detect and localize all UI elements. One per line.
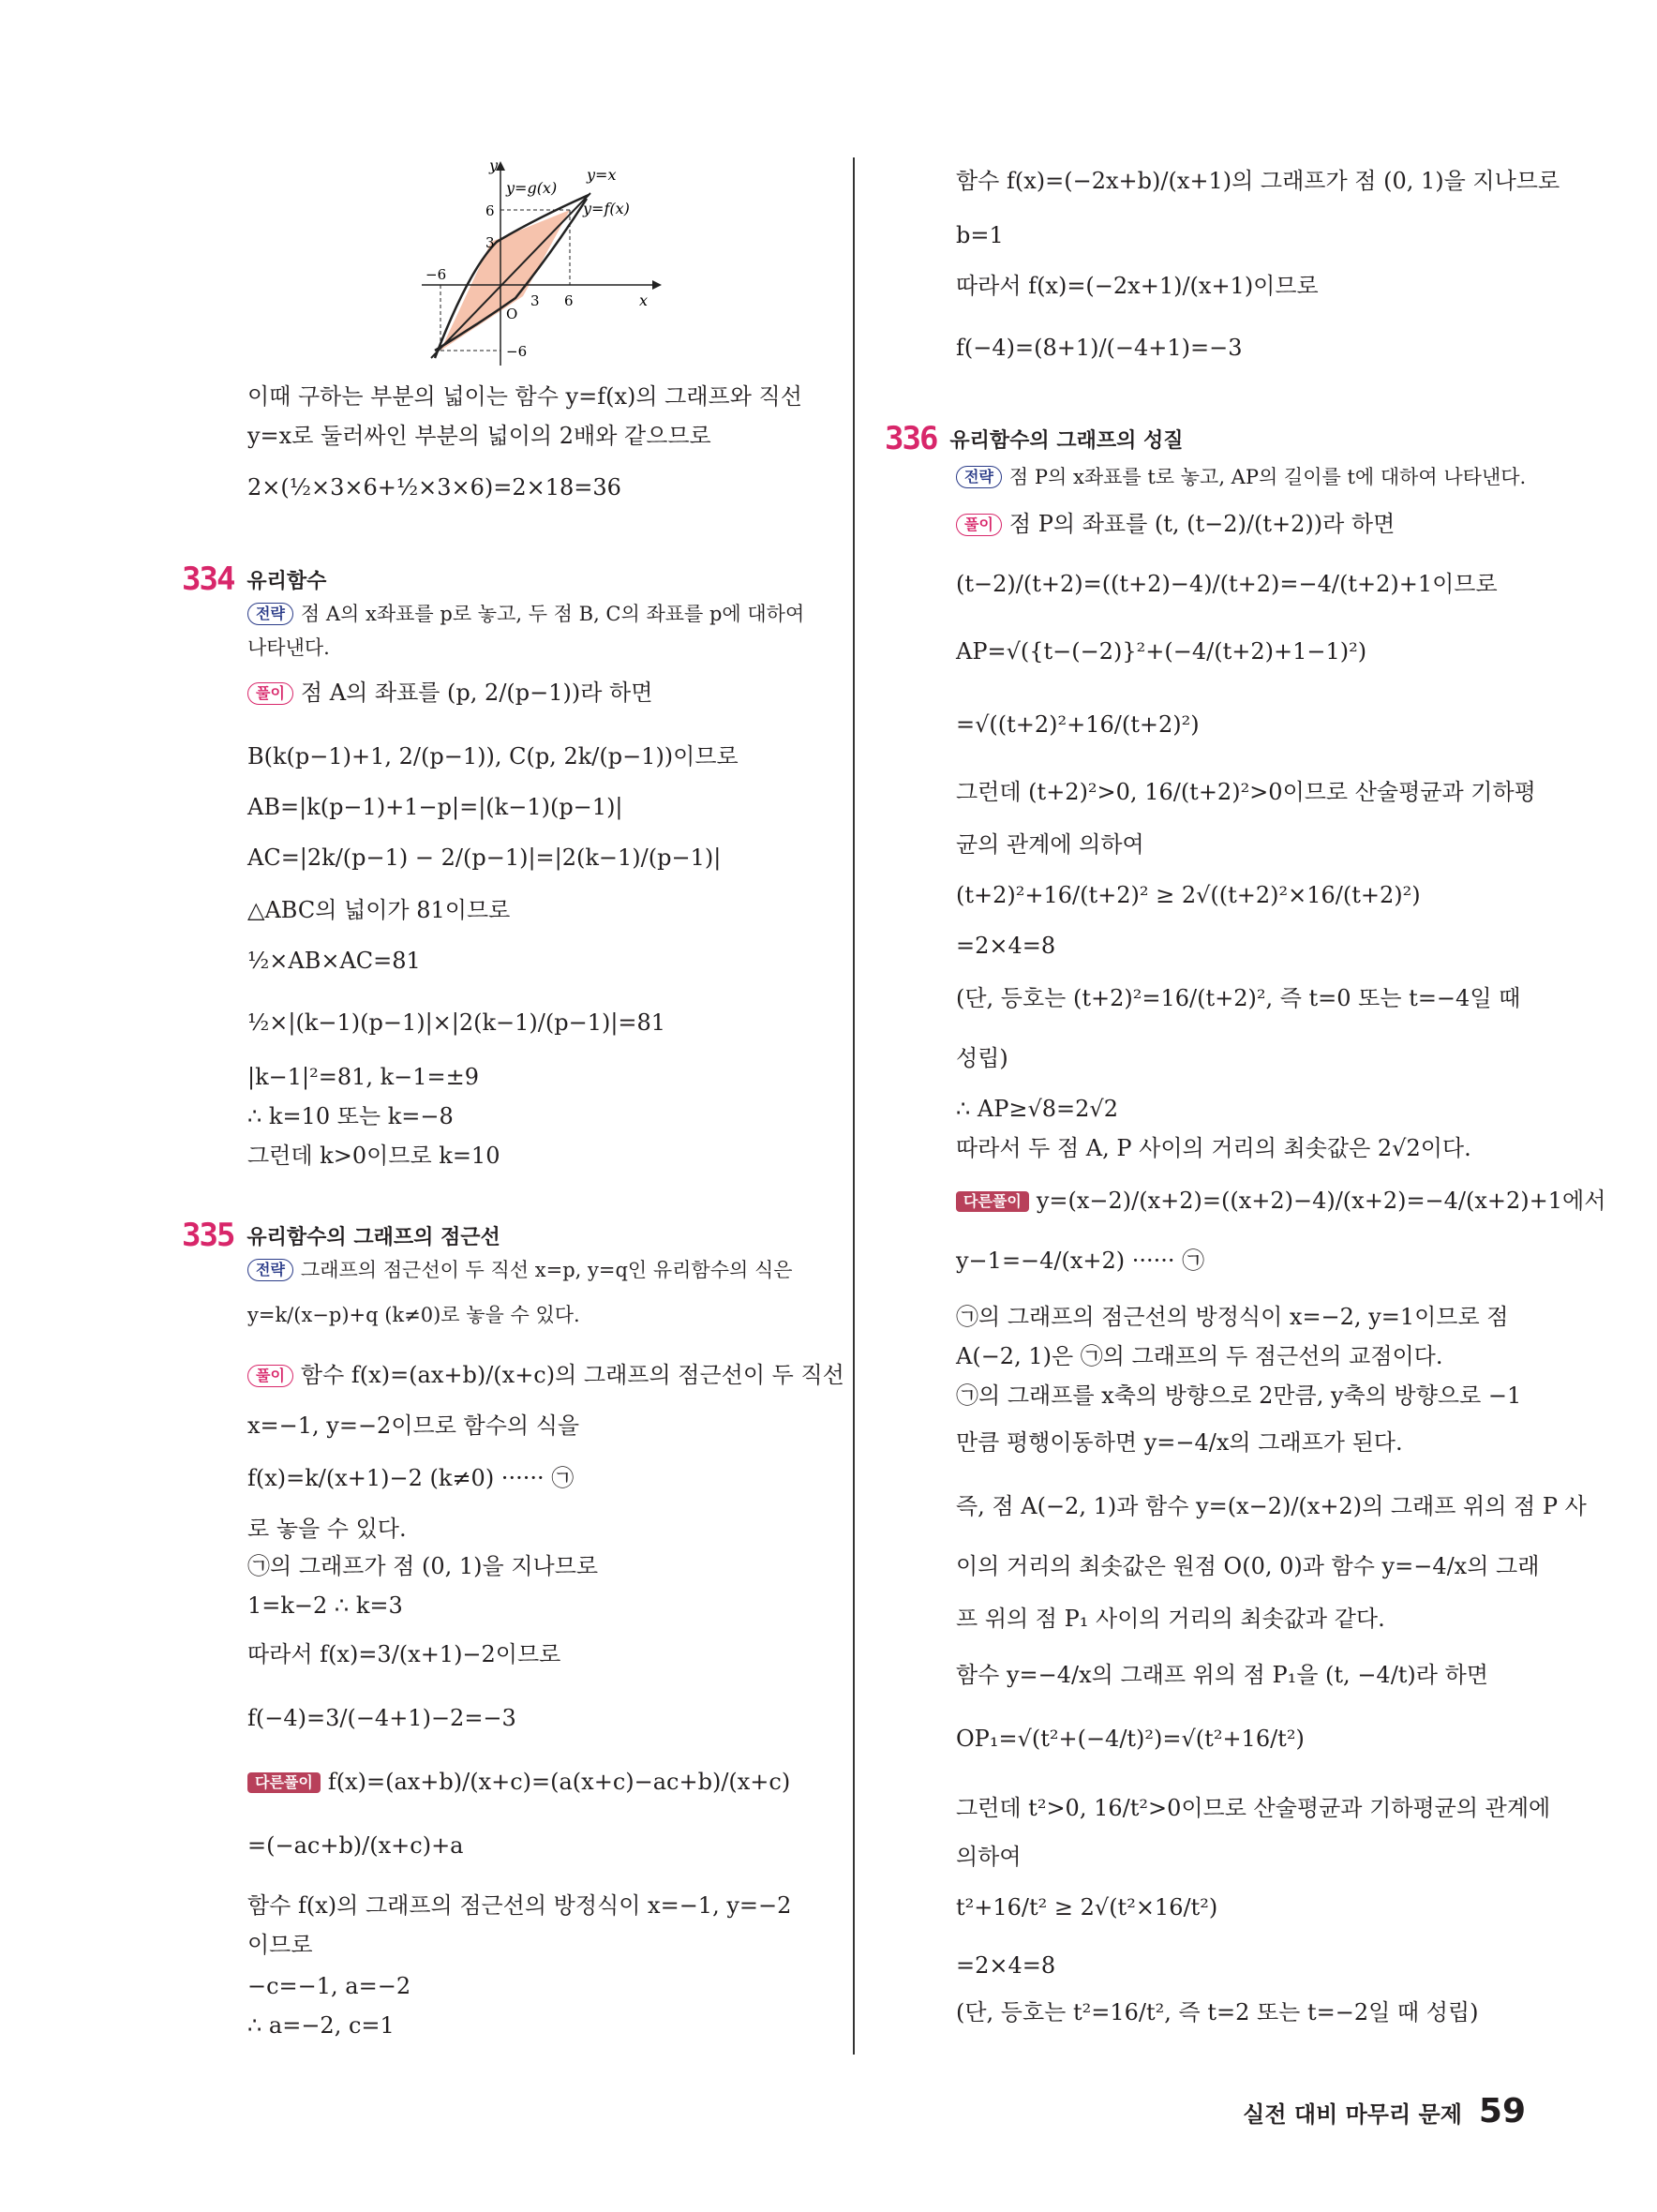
strategy-text: 그래프의 점근선이 두 직선 x=p, y=q인 유리함수의 식은 [300,1259,793,1281]
alt-solution-line: 이의 거리의 최솟값은 원점 O(0, 0)과 함수 y=−4/x의 그래 [956,1553,1540,1579]
solution-line: (t+2)²+16/(t+2)² ≥ 2√((t+2)²×16/(t+2)²) [956,882,1421,908]
problem-number: 335 [182,1217,234,1254]
alt-solution-line: OP₁=√(t²+(−4/t)²)=√(t²+16/t²) [956,1726,1305,1752]
solution-line: 성립) [956,1045,1008,1071]
strategy-line [956,463,1526,491]
problem-number: 334 [182,560,234,598]
rational-function-graph [403,157,675,373]
label-y-eq-fx: y=f(x) [583,200,630,217]
alt-solution-line: t²+16/t² ≥ 2√(t²×16/t²) [956,1894,1218,1921]
alt-solution-line: 함수 y=−4/x의 그래프 위의 점 P₁을 (t, −4/t)라 하면 [956,1662,1488,1688]
solution-line: △ABC의 넓이가 81이므로 [247,897,511,923]
solution-badge: 풀이 [247,1365,293,1387]
solution-line: x=−1, y=−2이므로 함수의 식을 [247,1412,580,1439]
alt-solution-line: 의하여 [956,1844,1022,1870]
problem-title: 유리함수의 그래프의 점근선 [246,1225,500,1249]
solution-badge: 풀이 [956,514,1002,536]
problem-number: 336 [885,420,937,457]
line-y-eq-x [431,193,590,358]
solution-line: =√((t+2)²+16/(t+2)²) [956,711,1200,738]
alt-solution-badge: 다른풀이 [956,1191,1029,1212]
solution-line: ㉠의 그래프가 점 (0, 1)을 지나므로 [247,1553,599,1579]
alt-solution-line: ∴ a=−2, c=1 [247,2012,395,2039]
tick-y6: 6 [485,202,495,219]
solution-line: ½×|(k−1)(p−1)|×|2(k−1)/(p−1)|=81 [247,1009,666,1036]
alt-solution-line: 프 위의 점 P₁ 사이의 거리의 최솟값과 같다. [956,1606,1385,1632]
solution-line: 1=k−2 ∴ k=3 [247,1592,403,1619]
label-y-eq-gx: y=g(x) [506,179,558,197]
solution-line: 따라서 f(x)=3/(x+1)−2이므로 [247,1641,561,1667]
solution-line: ∴ k=10 또는 k=−8 [247,1103,454,1129]
solution-line: |k−1|²=81, k−1=±9 [247,1064,480,1090]
continued-line: b=1 [956,222,1004,248]
problem-title: 유리함수 [246,569,327,593]
page-number: 59 [1478,2092,1526,2130]
strategy-badge: 전략 [247,603,293,625]
solution-line: AP=√({t−(−2)}²+(−4/(t+2)+1−1)²) [956,638,1367,665]
x-axis-arrow [652,280,662,290]
alt-solution-line: ㉠의 그래프를 x축의 방향으로 2만큼, y축의 방향으로 −1 [956,1382,1522,1409]
solution-line: 로 놓을 수 있다. [247,1516,407,1542]
alt-solution-line: 즉, 점 A(−2, 1)과 함수 y=(x−2)/(x+2)의 그래프 위의 점 P 사 [956,1493,1587,1519]
strategy-badge: 전략 [956,466,1002,488]
label-y-eq-x: y=x [587,166,617,184]
continued-line: 함수 f(x)=(−2x+b)/(x+1)의 그래프가 점 (0, 1)을 지나므로 [956,168,1560,194]
solution-badge: 풀이 [247,682,293,705]
alt-solution-line: −c=−1, a=−2 [247,1973,411,1999]
solution-line: (단, 등호는 (t+2)²=16/(t+2)², 즉 t=0 또는 t=−4일 때 [956,985,1521,1011]
solution-line: 따라서 두 점 A, P 사이의 거리의 최솟값은 2√2이다. [956,1135,1471,1161]
strategy-line: 나타낸다. [247,636,330,659]
alt-solution-line [956,1187,1605,1215]
tick-y3: 3 [485,234,495,251]
footer-title: 실전 대비 마무리 문제 [1243,2101,1462,2128]
tick-ym6: −6 [506,343,528,360]
problem-title: 유리함수의 그래프의 성질 [949,428,1184,453]
solution-line: 균의 관계에 의하여 [956,831,1144,858]
strategy-badge: 전략 [247,1259,293,1281]
alt-solution-line: 함수 f(x)의 그래프의 점근선의 방정식이 x=−1, y=−2 [247,1892,792,1919]
page-footer [1243,2092,1526,2130]
alt-solution-line: y−1=−4/(x+2) ······ ㉠ [956,1248,1205,1274]
alt-solution-line: (단, 등호는 t²=16/t², 즉 t=2 또는 t=−2일 때 성립) [956,1999,1479,2025]
alt-solution-line: ㉠의 그래프의 점근선의 방정식이 x=−2, y=1이므로 점 [956,1304,1509,1330]
alt-solution-badge: 다른풀이 [247,1772,321,1793]
solution-line: AC=|2k/(p−1) − 2/(p−1)|=|2(k−1)/(p−1)| [247,844,722,871]
intro-line: y=x로 둘러싸인 부분의 넓이의 2배와 같으므로 [247,423,711,449]
alt-solution-line [247,1768,790,1796]
strategy-line [247,600,804,628]
solution-line: AB=|k(p−1)+1−p|=|(k−1)(p−1)| [247,794,623,820]
solution-line: 그런데 k>0이므로 k=10 [247,1143,500,1169]
alt-solution-text: y=(x−2)/(x+2)=((x+2)−4)/(x+2)=−4/(x+2)+1에서 [1036,1188,1606,1214]
problem-335-header [182,1217,500,1254]
strategy-text: 점 P의 x좌표를 t로 놓고, AP의 길이를 t에 대하여 나타낸다. [1008,466,1527,488]
solution-text: 점 A의 좌표를 (p, 2/(p−1))라 하면 [300,680,653,706]
alt-solution-line: 그런데 t²>0, 16/t²>0이므로 산술평균과 기하평균의 관계에 [956,1795,1551,1821]
alt-solution-line: =(−ac+b)/(x+c)+a [247,1832,464,1859]
strategy-line: y=k/(x−p)+q (k≠0)로 놓을 수 있다. [247,1304,580,1326]
alt-solution-line: 이므로 [247,1932,313,1958]
intro-line: 이때 구하는 부분의 넓이는 함수 y=f(x)의 그래프와 직선 [247,383,802,410]
alt-solution-text: f(x)=(ax+b)/(x+c)=(a(x+c)−ac+b)/(x+c) [327,1769,791,1795]
tick-x6: 6 [564,292,574,309]
alt-solution-line: =2×4=8 [956,1952,1056,1979]
intro-line: 2×(½×3×6+½×3×6)=2×18=36 [247,474,621,501]
solution-line: =2×4=8 [956,933,1056,959]
strategy-text: 점 A의 x좌표를 p로 놓고, 두 점 B, C의 좌표를 p에 대하여 [300,603,805,625]
solution-line: (t−2)/(t+2)=((t+2)−4)/(t+2)=−4/(t+2)+1이므로 [956,571,1498,597]
tick-x3: 3 [530,292,540,309]
solution-text: 함수 f(x)=(ax+b)/(x+c)의 그래프의 점근선이 두 직선 [300,1362,844,1388]
solution-line: 그런데 (t+2)²>0, 16/(t+2)²>0이므로 산술평균과 기하평 [956,779,1536,805]
solution-line [956,510,1395,538]
solution-line [247,679,652,707]
alt-solution-line: 만큼 평행이동하면 y=−4/x의 그래프가 된다. [956,1429,1403,1456]
continued-line: f(−4)=(8+1)/(−4+1)=−3 [956,335,1243,361]
label-origin: O [506,306,518,322]
solution-line: ∴ AP≥√8=2√2 [956,1096,1118,1122]
problem-334-header [182,560,326,598]
label-y-axis: y [489,157,499,174]
solution-text: 점 P의 좌표를 (t, (t−2)/(t+2))라 하면 [1008,511,1396,537]
problem-336-header [885,420,1184,457]
tick-xm6: −6 [425,266,447,283]
strategy-line [247,1256,793,1284]
column-divider [853,157,855,2055]
solution-line: f(−4)=3/(−4+1)−2=−3 [247,1705,516,1731]
continued-line: 따라서 f(x)=(−2x+1)/(x+1)이므로 [956,273,1319,299]
solution-line: B(k(p−1)+1, 2/(p−1)), C(p, 2k/(p−1))이므로 [247,743,739,770]
solution-line [247,1361,844,1389]
solution-line: f(x)=k/(x+1)−2 (k≠0) ······ ㉠ [247,1465,575,1491]
label-x-axis: x [639,291,649,309]
alt-solution-line: A(−2, 1)은 ㉠의 그래프의 두 점근선의 교점이다. [956,1343,1443,1369]
solution-line: ½×AB×AC=81 [247,948,421,974]
